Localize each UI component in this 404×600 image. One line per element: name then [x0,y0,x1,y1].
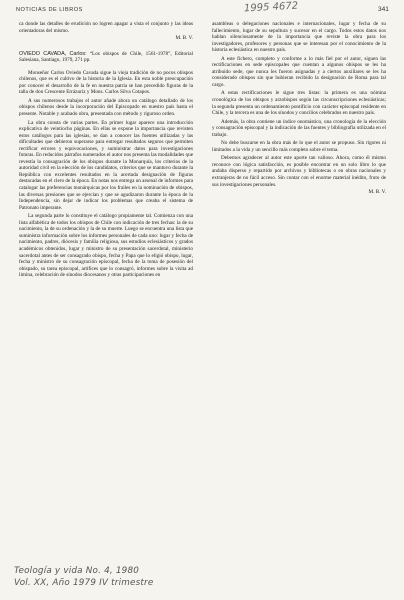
paragraph: La obra consta de varias partes. En primer lugar aparece una introducción explicativa de veintiocho páginas. En ellas se expone la importancia que revisten estos catálogos para las iglesias, se dan a conocer las fuentes utilizadas y las dificultades que debieron superarse para entregar resultados seguros que permiten rectificar errores y equivocaciones, y suministrar datos para investigaciones futuras. En reducidos párrafos numerados el autor nos presenta las modalidades que revestía la consagración de los obispos durante la Monarquía, los criterios de la autoridad civil en la elección de los candidatos, criterios que se mantuvo durante la República con excelentes resultados en la acertada designación de figuras destacadas en el clero de la época. En notas nos entrega un arsenal de informes para catalogar las preferencias monárquicas por los frailes en la nominación de obispos, las diversas presiones que se ejercían y que se agudizaron durante la época de la Independencia, sin dejar de indicar los problemas que creaba el sistema de Patronato imperante. [19,119,194,211]
reviewer-signature: M. B. V. [175,35,193,42]
book-citation [19,51,193,64]
left-column [19,21,193,561]
page-number: 341 [378,6,389,13]
paragraph: asambleas o delegaciones nacionales e internacionales, lugar y fecha de su fallecimiento, lugar de su sepultura y sucesor en el cargo. Todos estos datos nos hablan silenciosamente de la importancia que reviste la obra para los investigadores, profesores y personas que se interesan por el conocimiento de la historia eclesiástica en nuestro país. [212,21,386,54]
citation-details: “Los obispos de Chile, 1561-1978”, Editorial Salesiana, Santiago, 1979, 271 pp. [19,50,193,64]
handwritten-volume-note: Vol. XX, Año 1979 IV trimestre [14,578,154,588]
paragraph: A este fichero, completo y conforme a lo más fiel por el autor, siguen las rectificaciones en sede episcopales que cuentan a algunos obispos se les ha atribuido sede, que nunca les fueron asignadas y a ciertos auxiliares se les ha considerado obispos sin que hubieran recibido la designación de Roma para tal cargo. [212,55,386,88]
paragraph: ca donde las detalles de erudición no logren apagar a vista el conjunto y las ideas orientadoras del mismo. [19,21,193,34]
paragraph: Monseñor Carlos Oviedo Cavada sigue la vieja tradición de no pocos obispos chilenos, que es el cultivo de la historia de la Iglesia. En esta noble preocupación por conocer el desarrollo de la fe en nuestra patria se han precedido figuras de la talla de don Crescente Errázuriz y Mons. Carlos Silva Cotapos. [19,69,193,96]
handwritten-reference: 1995 4672 [243,0,299,15]
reviewer-signature: M. B. V. [368,189,386,196]
paragraph: A estas rectificaciones le sigue tres listas: la primera es una nómina cronológica de los obispos y arzobispos según las circunscripciones eclesiásticas; la segunda presenta un ordenamiento pontificio con carácter episcopal residente en Chile, y la tercera es una de los sínodos y concilios celebrados en nuestro país. [212,90,386,117]
handwritten-source-note: Teología y vida No. 4, 1980 [14,566,140,576]
paragraph: La segunda parte lo constituye el catálogo propiamente tal. Comienza con una lista alfabética de todos los obispos de Chile con indicación de tres fechas: la de su nacimiento, la de su ordenación y la de su muerte. Luego se encuentra una lista que suministra información sobre los informes personales de cada uno: lugar y fecha de nacimiento, padres, diócesis y familia religiosa, sus estudios eclesiásticos y grados académicos obtenidos, lugar y ministro de su presentación sacerdotal, ministerio sacerdotal antes de ser consagrado obispo, fecha y Papa que lo eligió obispo, lugar, fecha y ministro de su consagración episcopal, fecha de la toma de posesión del obispado, su tarea episcopal, artífices que lo consagró, informes sobre la visita ad limina, celebración de sínodos diocesanos y otras participaciones en [19,213,193,279]
paragraph: A sus numerosos trabajos el autor añade ahora un catálogo detallado de los obispos chilenos desde la incorporación del Episcopado en nuestro país hasta el presente. Notable y acabado obra, presentada con método y riguroso orden. [19,97,193,118]
paragraph: No debe buscarse en la obra más de lo que el autor se propuso. Sin rigores ni limitados a la vida y un sencillo más completo sobre el tema. [212,140,386,153]
paragraph: Además, la obra contiene un índice onomástico, una cronología de la elección y consagración episcopal y la indicación de las fuentes y bibliografía utilizada en el trabajo. [212,118,386,138]
citation-author: OVIEDO CAVADA, Carlos: [19,50,87,57]
section-header: NOTICIAS DE LIBROS [16,7,83,13]
right-column [212,21,386,361]
paragraph: Debemos agradecer al autor este aporte tan valioso. Ahora, como él mismo reconoce con lógica satisfacción, es posible encontrar en un solo libro lo que andaba disperso y repartido por archivos y bibliotecas o en obras nacionales y extranjeras de no fácil acceso. Sin contar con el enorme material inédito, fruto de sus investigaciones personales. [212,155,386,188]
